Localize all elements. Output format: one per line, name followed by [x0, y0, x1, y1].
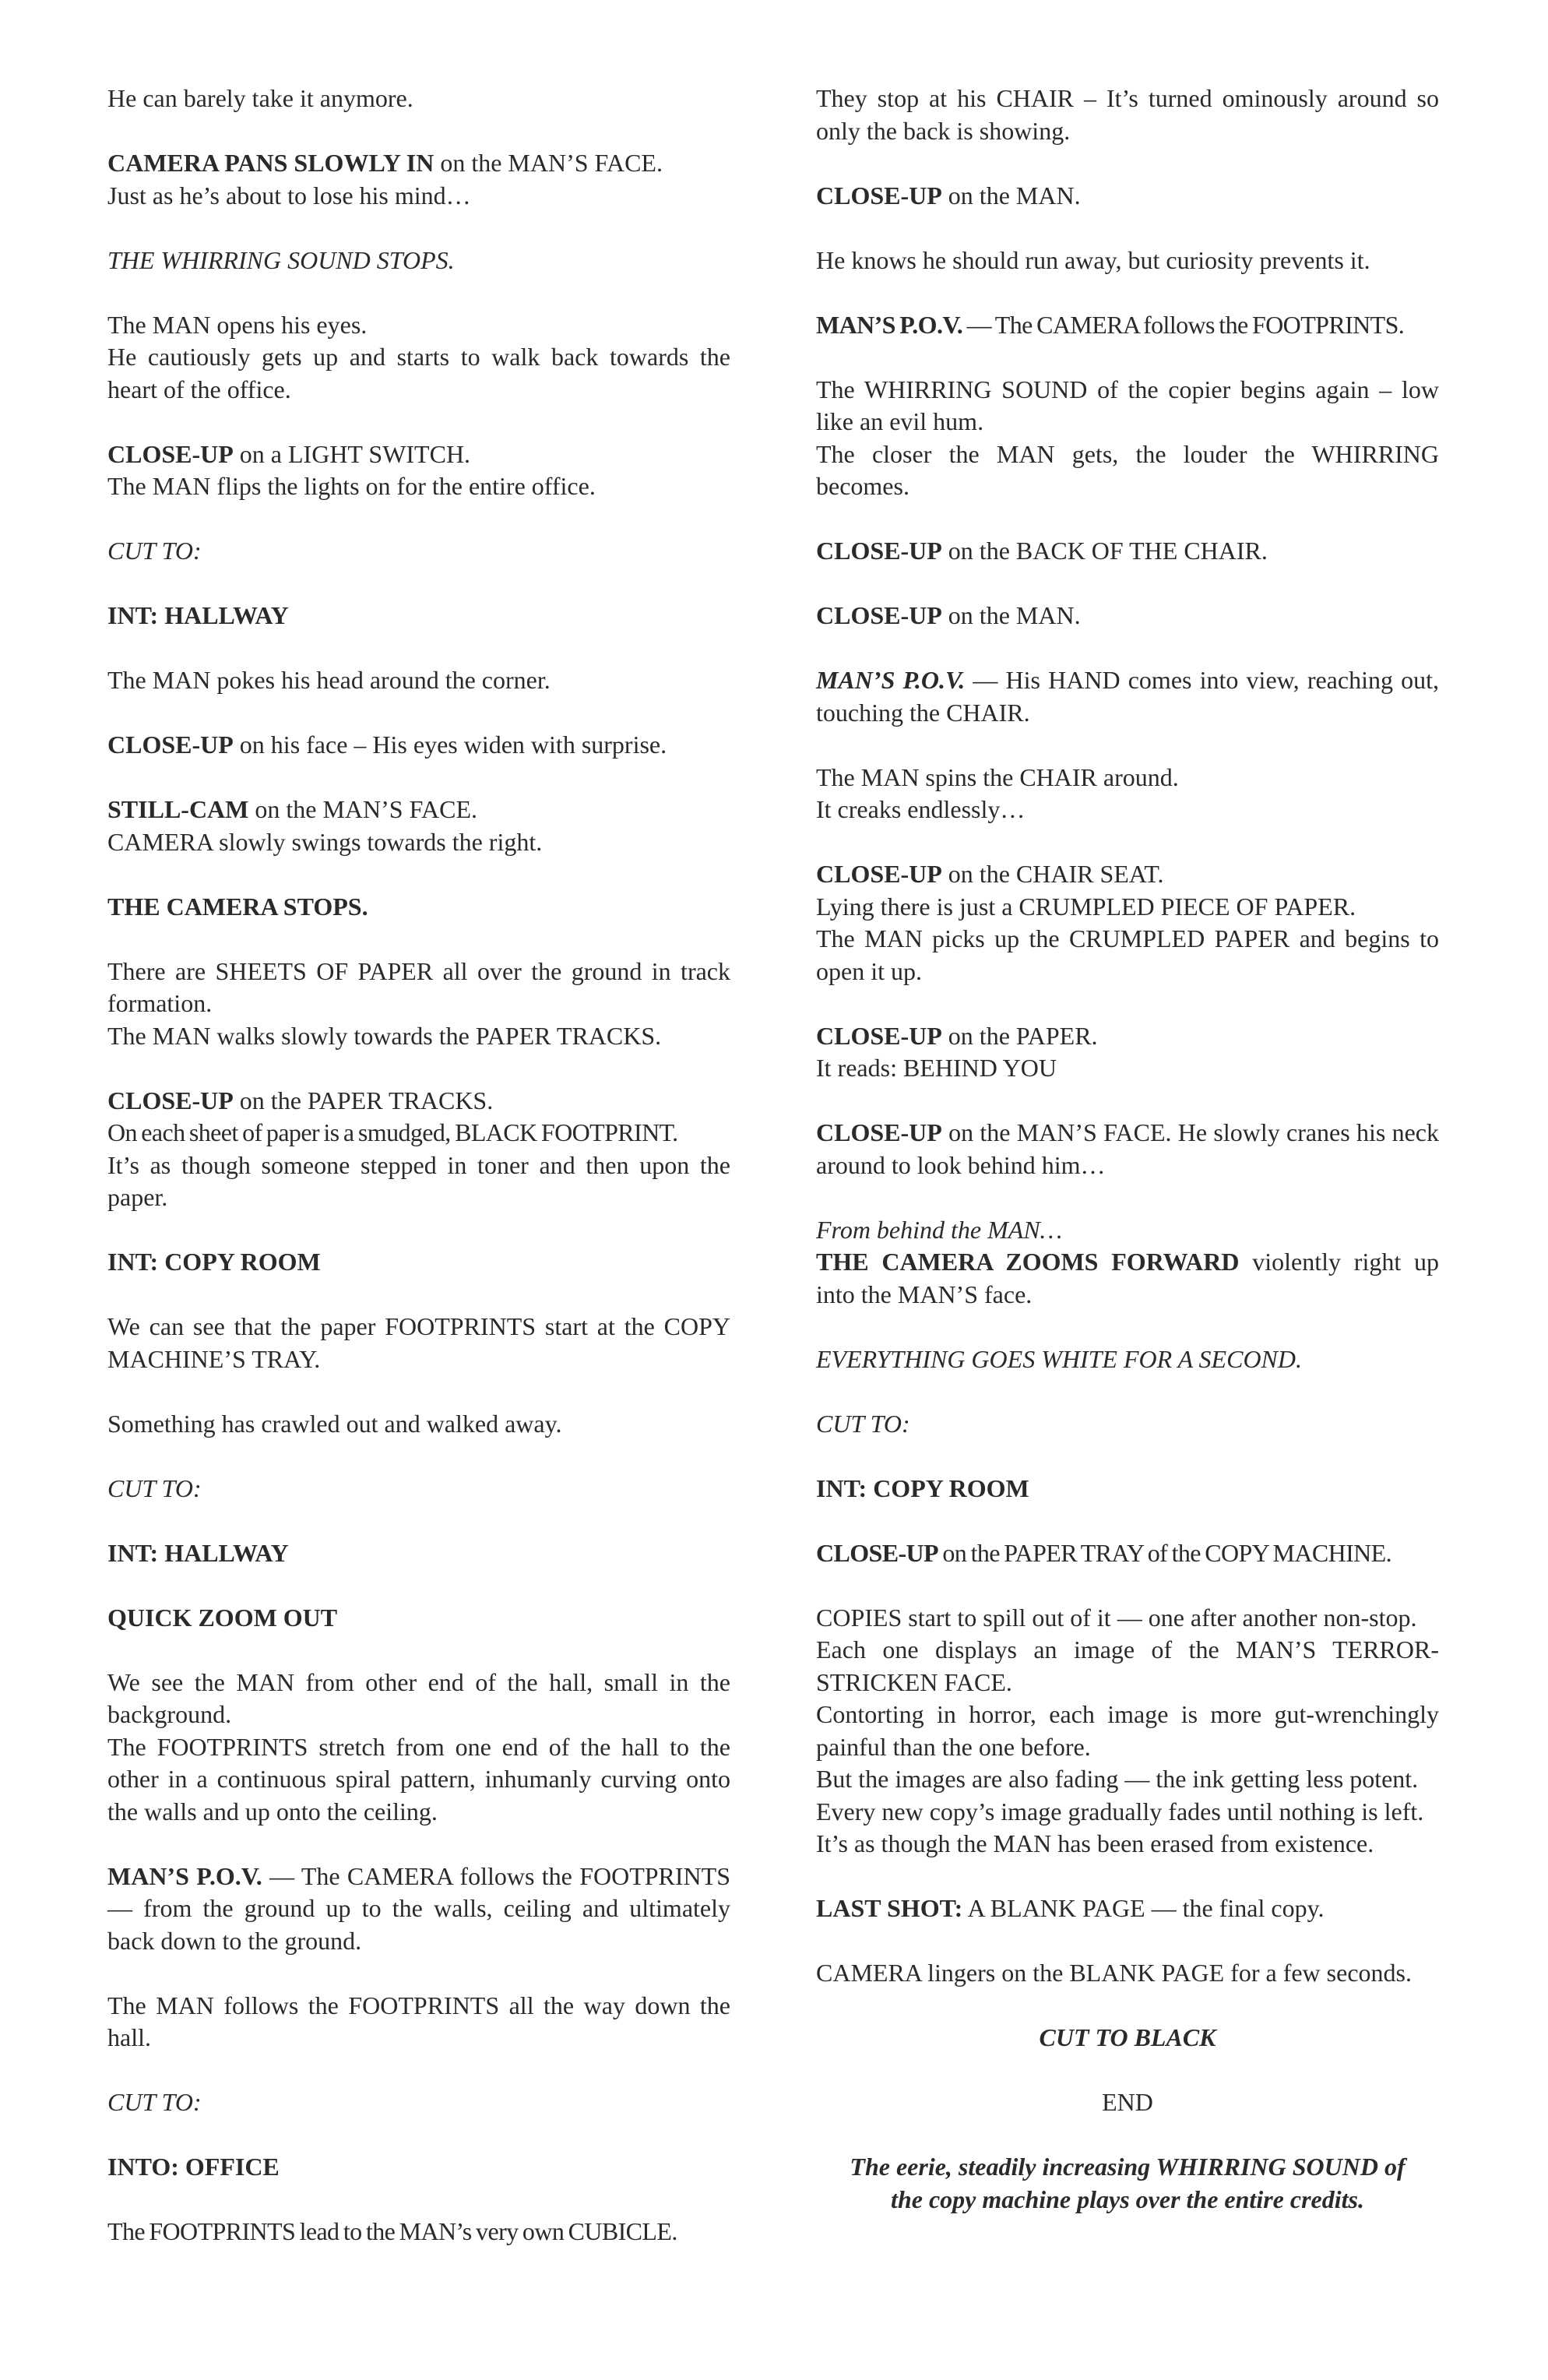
- script-paragraph: [816, 1020, 1439, 1085]
- script-paragraph: [107, 245, 730, 277]
- script-line: CUT TO:: [107, 537, 202, 565]
- script-line: CUT TO:: [107, 1473, 202, 1502]
- script-line: [816, 1117, 1439, 1181]
- script-paragraph: [816, 180, 1439, 213]
- script-line: It reads: BEHIND YOU: [816, 1054, 1057, 1082]
- script-line: He cautiously gets up and starts to walk back towards the heart of the office.: [107, 343, 730, 403]
- script-paragraph: [107, 664, 730, 697]
- script-paragraph: [816, 858, 1439, 988]
- script-paragraph: [816, 309, 1439, 342]
- script-line: [816, 1246, 1439, 1311]
- script-paragraph: [107, 438, 730, 503]
- shot-description: on the BACK OF THE CHAIR.: [941, 537, 1268, 565]
- script-paragraph: [816, 1957, 1439, 1990]
- script-paragraph: [816, 83, 1439, 147]
- script-line: [816, 600, 1439, 632]
- script-line: They stop at his CHAIR – It’s turned ominously around so only the back is showing.: [816, 84, 1439, 145]
- script-paragraph: [107, 535, 730, 568]
- script-paragraph: [816, 1892, 1439, 1925]
- script-line: [107, 729, 730, 762]
- shot-description: — The CAMERA follows the FOOTPRINTS — from the ground up to the walls, ceiling and ultimately back down to the ground.: [107, 1861, 731, 1955]
- script-line: Each one displays an image of the MAN’S TERROR-STRICKEN FACE.: [816, 1635, 1439, 1696]
- script-paragraph: [816, 374, 1439, 503]
- script-line: The MAN walks slowly towards the PAPER TRACKS.: [107, 1021, 662, 1050]
- script-paragraph: [107, 1246, 730, 1279]
- script-line: The MAN pokes his head around the corner.: [107, 666, 551, 694]
- script-line: QUICK ZOOM OUT: [107, 1603, 338, 1632]
- script-line: The MAN spins the CHAIR around.: [816, 762, 1179, 791]
- script-line: THE WHIRRING SOUND STOPS.: [107, 245, 455, 274]
- script-paragraph: [107, 1602, 730, 1635]
- script-line: [816, 1537, 1439, 1570]
- script-paragraph: [816, 1117, 1439, 1181]
- shot-direction: MAN’S P.O.V.: [816, 310, 963, 339]
- script-paragraph: [816, 1537, 1439, 1570]
- right-column: [816, 83, 1439, 2248]
- script-line: CAMERA slowly swings towards the right.: [107, 827, 543, 856]
- script-line: Just as he’s about to lose his mind…: [107, 181, 471, 209]
- shot-direction: CLOSE-UP: [816, 1538, 938, 1567]
- script-line: INT: COPY ROOM: [816, 1473, 1029, 1502]
- shot-direction: CLOSE-UP: [816, 1118, 942, 1146]
- script-paragraph: [816, 245, 1439, 277]
- shot-direction: CLOSE-UP: [816, 1021, 942, 1050]
- script-line: [816, 1892, 1439, 1925]
- script-paragraph: [816, 762, 1439, 826]
- script-line: The MAN follows the FOOTPRINTS all the way down the hall.: [107, 1991, 730, 2051]
- script-paragraph: [107, 83, 730, 115]
- script-paragraph: [107, 600, 730, 632]
- shot-direction: CLOSE-UP: [107, 439, 234, 468]
- shot-direction: CLOSE-UP: [107, 1086, 234, 1114]
- script-paragraph: [107, 1311, 730, 1375]
- script-line: COPIES start to spill out of it — one after another non-stop.: [816, 1603, 1417, 1632]
- script-paragraph: [107, 2086, 730, 2119]
- script-paragraph: [816, 2022, 1439, 2054]
- script-line: CUT TO:: [816, 1409, 910, 1438]
- script-paragraph: [107, 1667, 730, 1829]
- shot-description: on the MAN’S FACE.: [248, 795, 477, 823]
- shot-description: on the CHAIR SEAT.: [941, 860, 1164, 888]
- script-paragraph: [816, 2151, 1439, 2216]
- script-paragraph: [107, 1085, 730, 1214]
- script-line: Something has crawled out and walked away.: [107, 1409, 562, 1438]
- shot-description: on his face – His eyes widen with surprise.: [233, 731, 667, 759]
- shot-description: on the PAPER TRAY of the COPY MACHINE.: [938, 1538, 1392, 1567]
- script-paragraph: [816, 1343, 1439, 1376]
- script-paragraph: [107, 1861, 730, 1958]
- script-line: Lying there is just a CRUMPLED PIECE OF PAPER.: [816, 892, 1356, 921]
- script-line: CUT TO BLACK: [1039, 2023, 1216, 2051]
- script-line: It creaks endlessly…: [816, 795, 1026, 823]
- script-paragraph: [816, 1473, 1439, 1505]
- script-line: INT: HALLWAY: [107, 601, 289, 629]
- script-line: [816, 858, 1439, 891]
- script-paragraph: [107, 794, 730, 858]
- script-paragraph: [816, 600, 1439, 632]
- script-paragraph: [816, 2086, 1439, 2119]
- script-line: [107, 438, 730, 471]
- script-line: The MAN opens his eyes.: [107, 310, 368, 339]
- shot-direction: THE CAMERA ZOOMS FORWARD: [816, 1248, 1240, 1276]
- script-line: The MAN picks up the CRUMPLED PAPER and begins to open it up.: [816, 924, 1439, 985]
- script-paragraph: [816, 1408, 1439, 1441]
- script-paragraph: [816, 664, 1439, 729]
- script-paragraph: [107, 147, 730, 212]
- script-paragraph: [107, 1408, 730, 1441]
- script-line: The MAN flips the lights on for the entire office.: [107, 472, 596, 500]
- script-line: END: [1102, 2088, 1153, 2116]
- script-line: [816, 1020, 1439, 1053]
- shot-description: A BLANK PAGE — the final copy.: [962, 1894, 1325, 1922]
- script-line: CUT TO:: [107, 2088, 202, 2116]
- shot-direction: CLOSE-UP: [816, 537, 942, 565]
- shot-direction: CLOSE-UP: [107, 731, 234, 759]
- shot-description: on the PAPER.: [941, 1021, 1098, 1050]
- shot-direction: MAN’S P.O.V.: [816, 666, 966, 694]
- shot-direction: CLOSE-UP: [816, 860, 942, 888]
- script-line: On each sheet of paper is a smudged, BLACK FOOTPRINT.: [107, 1118, 678, 1146]
- shot-direction: STILL-CAM: [107, 795, 249, 823]
- shot-description: on the MAN’S FACE. He slowly cranes his neck around to look behind him…: [816, 1118, 1439, 1179]
- script-paragraph: [107, 1990, 730, 2054]
- script-line: The closer the MAN gets, the louder the WHIRRING becomes.: [816, 439, 1439, 500]
- shot-description: violently right up into the MAN’S face.: [816, 1248, 1440, 1308]
- script-line: Every new copy’s image gradually fades until nothing is left.: [816, 1797, 1424, 1825]
- left-column: [107, 83, 730, 2280]
- script-line: [107, 147, 730, 180]
- script-line: INT: HALLWAY: [107, 1538, 289, 1567]
- script-line: [816, 664, 1439, 729]
- shot-description: on the MAN.: [941, 601, 1081, 629]
- script-line: We see the MAN from other end of the hall, small in the background.: [107, 1667, 730, 1728]
- script-paragraph: [107, 1537, 730, 1570]
- script-paragraph: [107, 1473, 730, 1505]
- script-line: We can see that the paper FOOTPRINTS start at the COPY MACHINE’S TRAY.: [107, 1312, 730, 1373]
- script-line: The eerie, steadily increasing WHIRRING SOUND of: [850, 2153, 1406, 2181]
- script-line: INT: COPY ROOM: [107, 1248, 321, 1276]
- shot-direction: MAN’S P.O.V.: [107, 1861, 262, 1890]
- script-paragraph: [107, 956, 730, 1053]
- shot-direction: CAMERA PANS SLOWLY IN: [107, 149, 434, 177]
- shot-direction: LAST SHOT:: [816, 1894, 963, 1922]
- shot-description: on a LIGHT SWITCH.: [233, 439, 471, 468]
- script-line: [107, 794, 730, 826]
- script-line: [816, 180, 1439, 213]
- script-line: The WHIRRING SOUND of the copier begins again – low like an evil hum.: [816, 375, 1439, 435]
- script-paragraph: [107, 891, 730, 924]
- script-line: There are SHEETS OF PAPER all over the ground in track formation.: [107, 956, 730, 1017]
- script-line: CAMERA lingers on the BLANK PAGE for a few seconds.: [816, 1959, 1412, 1987]
- script-line: [107, 1861, 730, 1958]
- script-paragraph: [816, 1214, 1439, 1311]
- script-line: THE CAMERA STOPS.: [107, 892, 368, 921]
- script-line: INTO: OFFICE: [107, 2153, 280, 2181]
- script-line: The FOOTPRINTS lead to the MAN’s very own CUBICLE.: [107, 2217, 677, 2245]
- shot-direction: CLOSE-UP: [816, 601, 942, 629]
- script-paragraph: [107, 309, 730, 407]
- script-line: It’s as though the MAN has been erased from existence.: [816, 1829, 1374, 1857]
- script-line: [816, 535, 1439, 568]
- shot-description: on the MAN.: [941, 181, 1081, 209]
- shot-description: — The CAMERA follows the FOOTPRINTS.: [962, 310, 1405, 339]
- script-line: Contorting in horror, each image is more gut-wrenchingly painful than the one before.: [816, 1700, 1439, 1761]
- script-line: EVERYTHING GOES WHITE FOR A SECOND.: [816, 1344, 1302, 1373]
- script-line: But the images are also fading — the ink getting less potent.: [816, 1765, 1419, 1793]
- script-line: He knows he should run away, but curiosity prevents it.: [816, 245, 1370, 274]
- shot-description: on the MAN’S FACE.: [434, 149, 663, 177]
- shot-description: on the PAPER TRACKS.: [233, 1086, 494, 1114]
- script-paragraph: [107, 2216, 730, 2248]
- script-line: It’s as though someone stepped in toner and then upon the paper.: [107, 1150, 730, 1211]
- script-line: the copy machine plays over the entire credits.: [891, 2185, 1364, 2213]
- script-paragraph: [107, 729, 730, 762]
- script-line: [816, 309, 1439, 342]
- script-paragraph: [816, 1602, 1439, 1861]
- script-line: The FOOTPRINTS stretch from one end of the hall to the other in a continuous spiral pattern, inhumanly curving onto the walls and up onto the ceiling.: [107, 1732, 730, 1825]
- script-line: From behind the MAN…: [816, 1215, 1063, 1244]
- script-paragraph: [816, 535, 1439, 568]
- shot-description: — His HAND comes into view, reaching out, touching the CHAIR.: [816, 666, 1440, 727]
- script-line: He can barely take it anymore.: [107, 84, 413, 112]
- shot-direction: CLOSE-UP: [816, 181, 942, 209]
- script-paragraph: [107, 2151, 730, 2184]
- script-line: [107, 1085, 730, 1118]
